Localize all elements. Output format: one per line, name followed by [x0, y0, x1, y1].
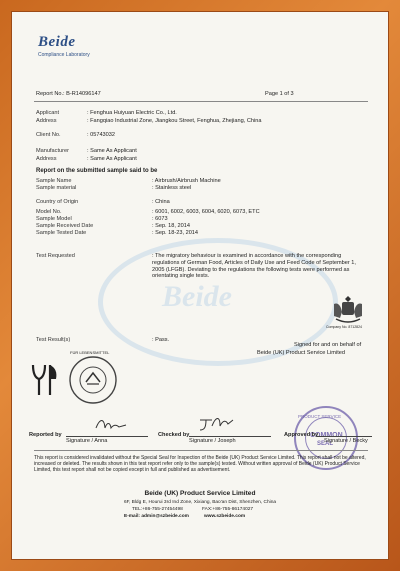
watermark-text: Beide	[162, 280, 232, 313]
manufacturer-label: Manufacturer	[36, 148, 69, 154]
food-safe-icon	[30, 362, 60, 402]
divider	[34, 101, 368, 102]
sample-value: : Stainless steel	[152, 185, 192, 191]
manufacturer-address: : Same As Applicant	[87, 156, 137, 162]
footer-email[interactable]: E-mail: admin@szbeide.com	[124, 514, 189, 519]
section-title: Report on the submitted sample said to be	[36, 168, 158, 174]
footer-tel: TEL:+86-755-27454498	[132, 507, 183, 512]
checked-by-signature	[196, 414, 236, 434]
sample-label: Country of Origin	[36, 199, 79, 205]
applicant-address-label: Address	[36, 118, 57, 124]
sample-label: Sample material	[36, 185, 77, 191]
sample-value: : 6073	[152, 216, 168, 222]
report-number: Report No.: B-R14096147	[36, 91, 101, 97]
sample-label: Sample Name	[36, 178, 72, 184]
client-no-label: Client No.	[36, 132, 61, 138]
footer-fax: FAX:+86-755-86174027	[202, 507, 254, 512]
checked-by-label: Checked by	[158, 432, 190, 438]
checked-by-signature-name: Signature / Joseph	[189, 438, 236, 444]
signed-on-behalf: Signed for and on behalf of	[294, 342, 362, 348]
client-no: : 05743032	[87, 132, 115, 138]
manufacturer-address-label: Address	[36, 156, 57, 162]
applicant-name: : Fenghua Huiyuan Electric Co., Ltd.	[87, 110, 177, 116]
test-report	[12, 12, 388, 559]
seal-middle-text: COMMON	[310, 432, 343, 439]
footer-company: Beide (UK) Product Service Limited	[144, 490, 256, 497]
sample-value: : China	[152, 199, 170, 205]
reported-by-signature-name: Signature / Anna	[66, 438, 108, 444]
footer-website[interactable]: www.szbeide.com	[204, 514, 246, 519]
brand-subtitle: Compliance Laboratory	[38, 52, 90, 58]
test-requested-text: : The migratory behaviour is examined in accordance with the corresponding regulations of German Food, Articles of Daily Use and Feed Code of September 1, 2005 (LFGB). Deviating to the regulations the following tests were performed as orientating single tests.	[152, 253, 356, 280]
approved-by-line	[317, 436, 372, 437]
sample-value: : 6001, 6002, 6003, 6004, 6020, 6073, ETC	[152, 209, 260, 215]
reported-by-label: Reported by	[29, 432, 62, 438]
divider	[34, 450, 368, 451]
brand-logo: Beide	[38, 34, 76, 50]
company-number: Company No. 8712824	[326, 325, 362, 329]
manufacturer-value: : Same As Applicant	[87, 148, 137, 154]
signed-company: Beide (UK) Product Service Limited	[257, 350, 345, 356]
sample-label: Sample Received Date	[36, 223, 94, 229]
sample-value: : Sep. 18-23, 2014	[152, 230, 199, 236]
sample-value: : Sep. 18, 2014	[152, 223, 190, 229]
reported-by-line	[66, 436, 148, 437]
test-results-label: Test Result(s)	[36, 337, 71, 343]
approved-by-signature-name: Signature / Becky	[324, 438, 368, 444]
test-requested-label: Test Requested	[36, 253, 75, 259]
checked-by-line	[189, 436, 271, 437]
royal-crest-icon	[330, 294, 366, 328]
lfgb-badge	[68, 355, 118, 407]
sample-label: Sample Tested Date	[36, 230, 87, 236]
approved-by-label: Approved by	[284, 432, 319, 438]
seal-top-text: PRODUCT SERVICE	[298, 414, 342, 419]
reported-by-signature	[94, 416, 128, 434]
lfgb-badge-text: FÜR LEBENSMITTEL	[70, 350, 110, 355]
sample-value: : Airbrush/Airbrush Machine	[152, 178, 221, 184]
certificate-paper	[11, 11, 389, 560]
footer-address: 6F, Bldg E, Hourui 3rd Ind Zone, Xixiang, Bao'an Dist, Shenzhen, China	[123, 500, 277, 505]
applicant-address: : Fangqiao Industrial Zone, Jiangkou Street, Fenghua, Zhejiang, China	[87, 118, 262, 124]
seal-bottom-text: SEAL	[317, 441, 334, 447]
page-number: Page 1 of 3	[265, 91, 294, 97]
disclaimer: This report is considered invalidated without the Special Seal for Inspection of the Beide (UK) Product Service Limited. This report shall not be altered, increased or deleted. The results shown in this test report refer only to the sample(s) tested. Without written approval of Beide (UK) Product Service Limited, this test report shall not be copied except in full and published as advertisement.	[34, 455, 366, 474]
sample-label: Sample Model	[36, 216, 72, 222]
applicant-label: Applicant	[36, 110, 60, 116]
test-results-value: : Pass.	[152, 337, 170, 343]
sample-label: Model No.	[36, 209, 62, 215]
